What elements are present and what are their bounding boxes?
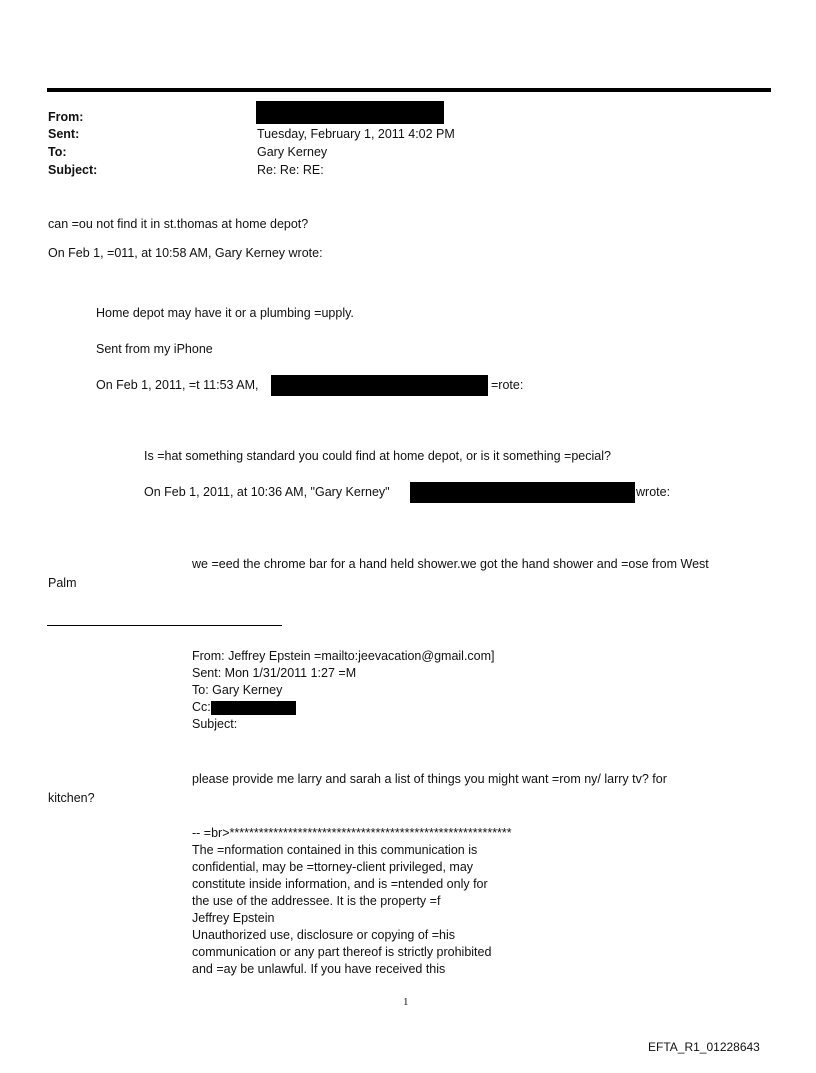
redaction-email [271,375,488,396]
disclaimer-line: the use of the addressee. It is the property =f [192,894,441,908]
forward-body: please provide me larry and sarah a list of things you might want =rom ny/ larry tv? for [192,772,667,786]
disclaimer-line: and =ay be unlawful. If you have received this [192,962,446,976]
subject-value: Re: Re: RE: [257,163,324,177]
disclaimer-line: The =nformation contained in this communication is [192,843,478,857]
disclaimer-line: Unauthorized use, disclosure or copying of =his [192,928,455,942]
quote-line-wrap: Palm [48,576,77,590]
disclaimer-line: Jeffrey Epstein [192,911,275,925]
redaction-email [410,482,635,503]
forward-cc: Cc: [192,700,211,714]
quote-line: we =eed the chrome bar for a hand held shower.we got the hand shower and =ose from West [192,557,709,571]
to-value: Gary Kerney [257,145,328,159]
disclaimer-line: constitute inside information, and is =ntended only for [192,877,488,891]
quote-intro: On Feb 1, 2011, =t 11:53 AM, [96,378,259,392]
forward-from: From: Jeffrey Epstein =mailto:jeevacation@gmail.com] [192,649,495,663]
forward-to: To: Gary Kerney [192,683,283,697]
quote-intro: On Feb 1, =011, at 10:58 AM, Gary Kerney wrote: [48,246,323,260]
from-label: From: [48,110,84,124]
bates-number: EFTA_R1_01228643 [648,1040,760,1054]
quote-intro-suffix: wrote: [636,485,671,499]
quote-intro-suffix: =rote: [491,378,524,392]
quote-line: Sent from my iPhone [96,342,213,356]
sent-value: Tuesday, February 1, 2011 4:02 PM [257,127,455,141]
forward-sent: Sent: Mon 1/31/2011 1:27 =M [192,666,357,680]
header-rule [47,88,771,92]
forward-subject: Subject: [192,717,238,731]
forward-body-wrap: kitchen? [48,791,95,805]
quote-line: Is =hat something standard you could find at home depot, or is it something =pecial? [144,449,611,463]
disclaimer-line: -- =br>********************************************************** [192,826,512,840]
to-label: To: [48,145,67,159]
quote-intro: On Feb 1, 2011, at 10:36 AM, "Gary Kerney" [144,485,390,499]
quote-line: Home depot may have it or a plumbing =upply. [96,306,354,320]
disclaimer-line: communication or any part thereof is strictly prohibited [192,945,492,959]
body-line: can =ou not find it in st.thomas at home depot? [48,217,309,231]
subject-label: Subject: [48,163,98,177]
page-number: 1 [403,996,409,1008]
separator-line [47,625,282,626]
disclaimer-line: confidential, may be =ttorney-client privileged, may [192,860,474,874]
redaction-from [256,101,444,124]
sent-label: Sent: [48,127,80,141]
redaction-cc [211,701,296,715]
